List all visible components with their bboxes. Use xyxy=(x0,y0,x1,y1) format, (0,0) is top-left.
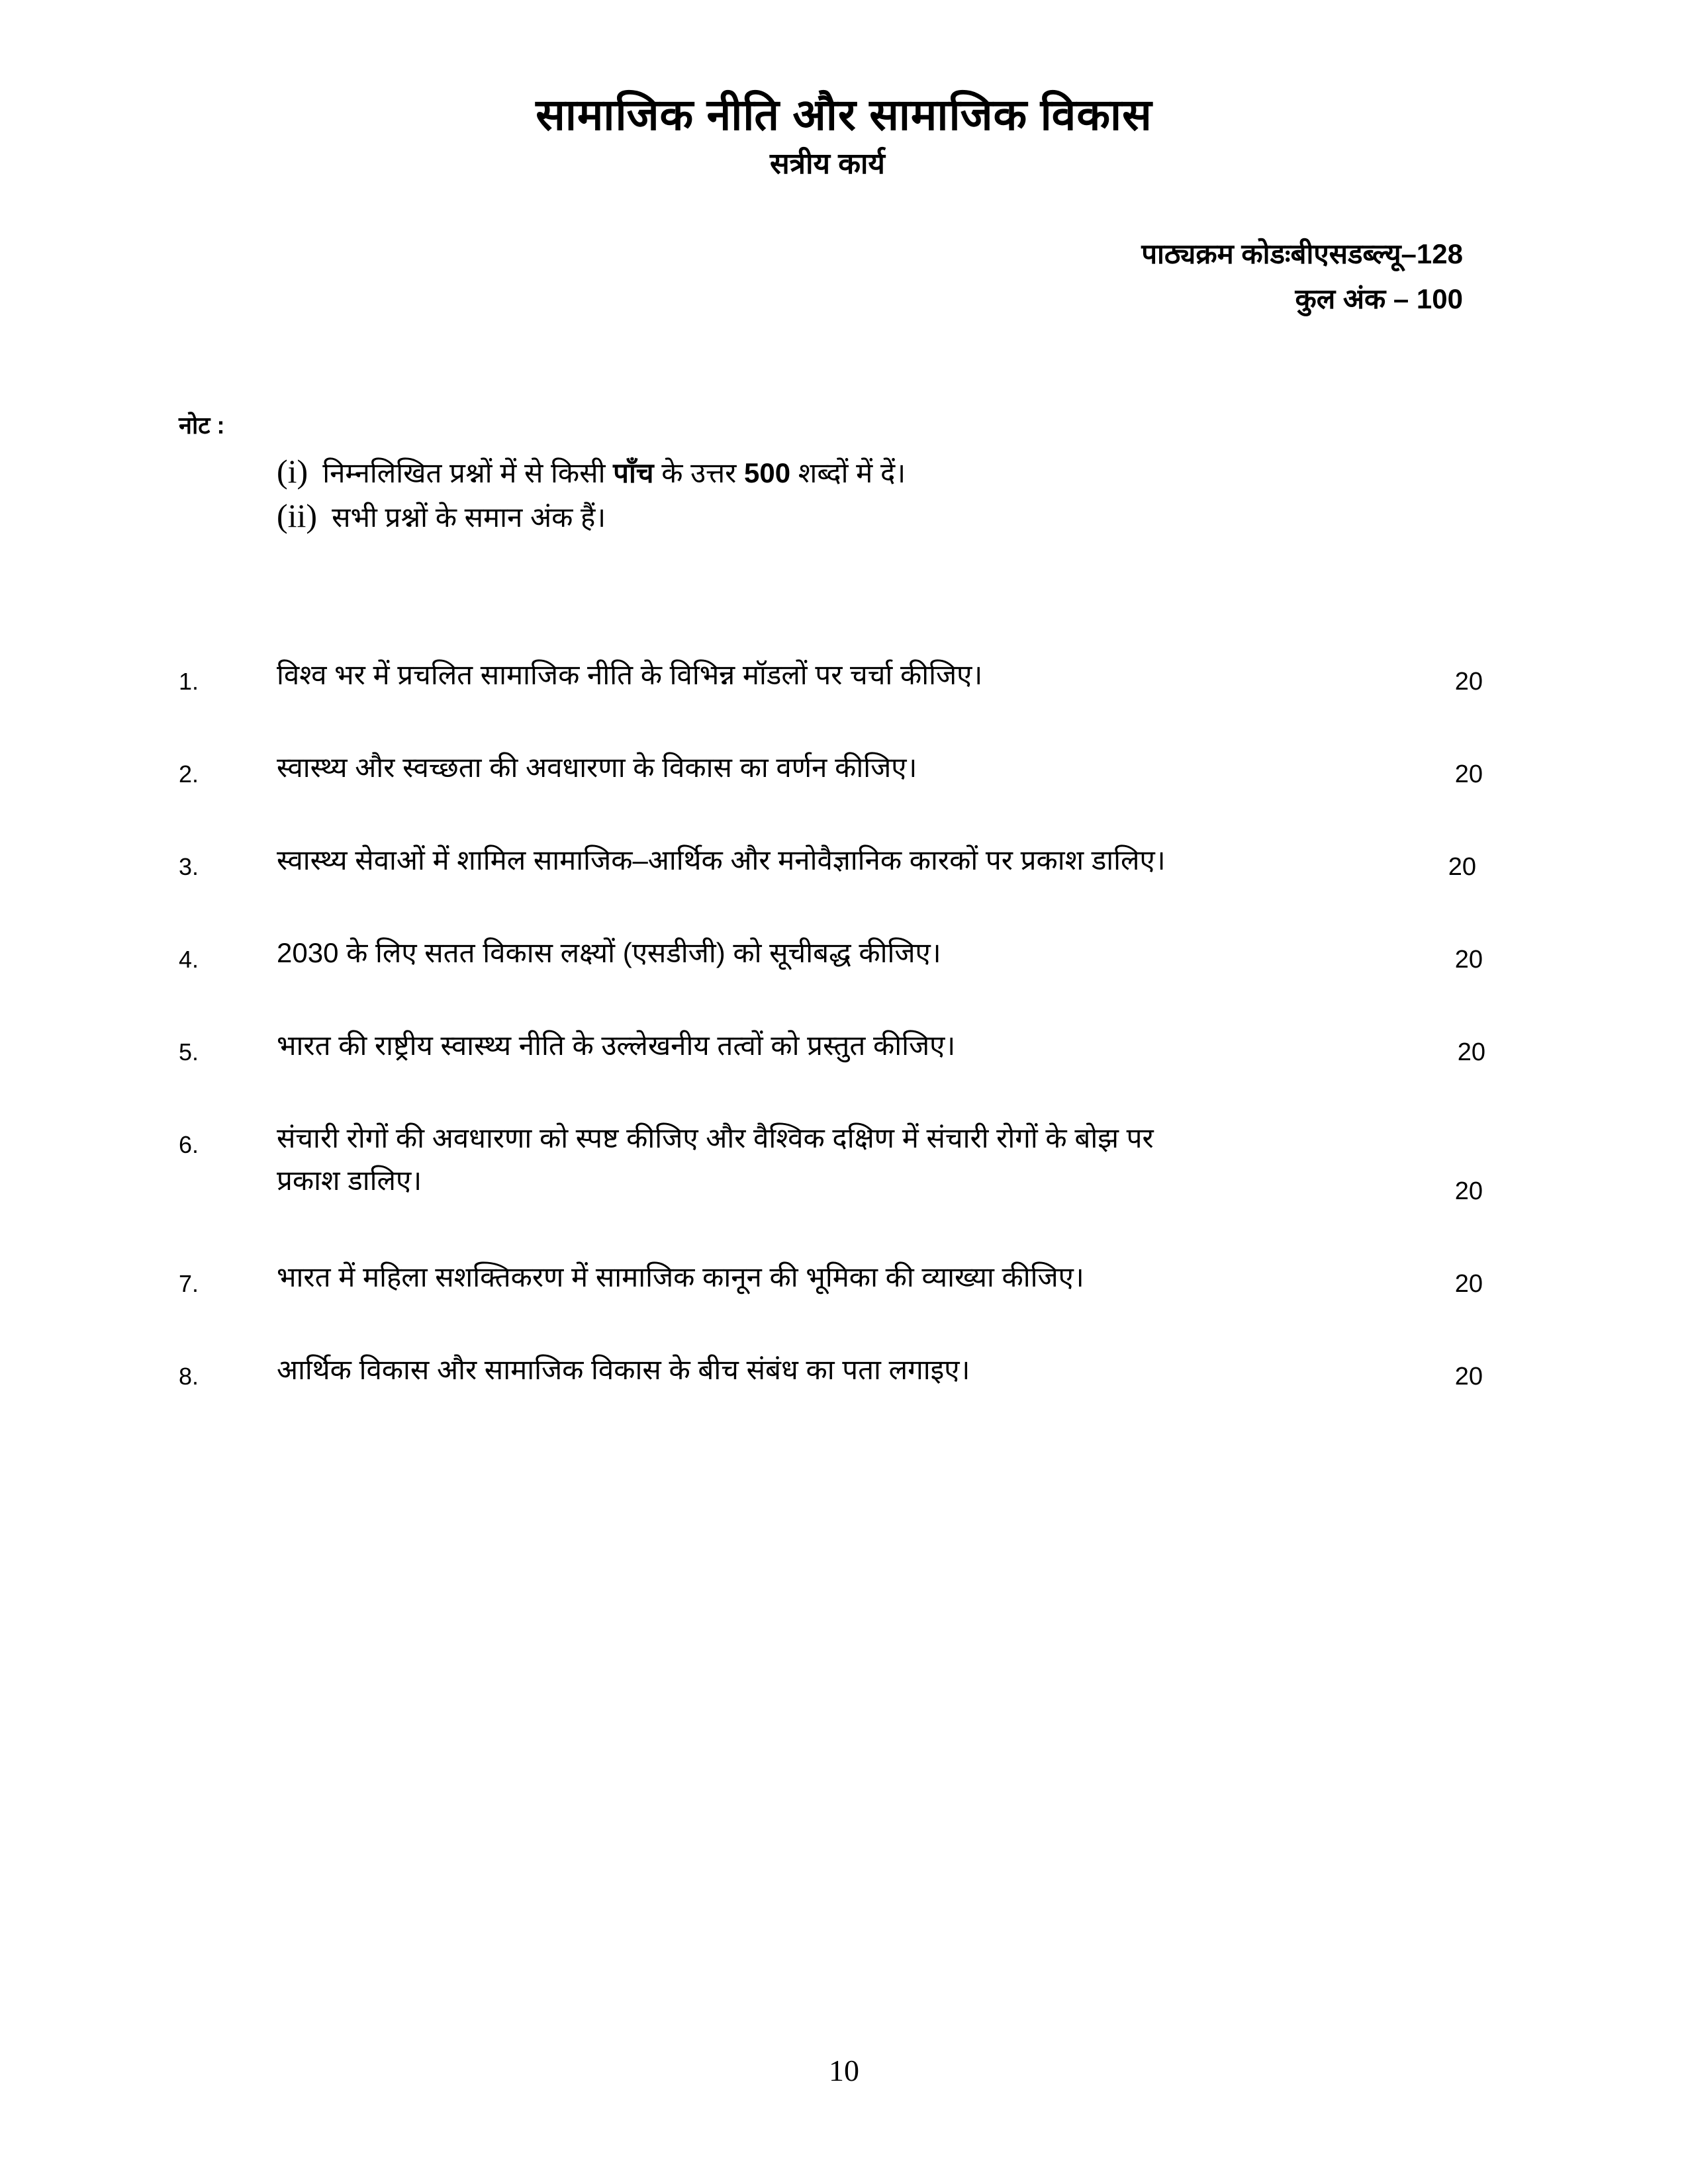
question-text: स्वास्थ्य और स्वच्छता की अवधारणा के विकास का वर्णन कीजिए। xyxy=(277,752,917,783)
note-text: सभी प्रश्नों के समान अंक हैं। xyxy=(332,502,606,533)
question-marks: 20 xyxy=(1454,1270,1483,1298)
question-text xyxy=(277,1117,1442,1202)
note-word-count: 500 xyxy=(744,457,791,488)
note-item xyxy=(277,450,906,494)
question-number: 8. xyxy=(179,1363,199,1390)
note-text: के उत्तर xyxy=(653,457,745,488)
question-text: भारत में महिला सशक्तिकरण में सामाजिक कानून की भूमिका की व्याख्या कीजिए। xyxy=(277,1261,1084,1293)
question-text: भारत की राष्ट्रीय स्वास्थ्य नीति के उल्लेखनीय तत्वों को प्रस्तुत कीजिए। xyxy=(277,1030,956,1061)
question-marks: 20 xyxy=(1454,946,1483,974)
note-label: नोट : xyxy=(179,412,225,439)
total-marks: कुल अंक – 100 xyxy=(1295,283,1463,314)
note-item-number: (i) xyxy=(277,453,308,490)
page-number: 10 xyxy=(829,2054,859,2087)
question-text: 2030 के लिए सतत विकास लक्ष्यों (एसडीजी) को सूचीबद्ध कीजिए। xyxy=(277,937,941,968)
question-number: 6. xyxy=(179,1131,199,1158)
course-code: पाठ्यक्रम कोडःबीएसडब्ल्यू–128 xyxy=(1141,238,1463,269)
question-text: आर्थिक विकास और सामाजिक विकास के बीच संबंध का पता लगाइए। xyxy=(277,1354,970,1385)
question-text: स्वास्थ्य सेवाओं में शामिल सामाजिक–आर्थिक और मनोवैज्ञानिक कारकों पर प्रकाश डालिए। xyxy=(277,844,1166,876)
question-marks: 20 xyxy=(1454,668,1483,696)
note-emphasis: पाँच xyxy=(613,457,654,488)
question-marks: 20 xyxy=(1454,1177,1483,1205)
document-title: सामाजिक नीति और सामाजिक विकास xyxy=(536,90,1152,139)
note-text: शब्दों में दें। xyxy=(790,457,906,488)
question-marks: 20 xyxy=(1448,853,1476,881)
question-number: 4. xyxy=(179,946,199,973)
question-marks: 20 xyxy=(1454,760,1483,788)
question-text-line: संचारी रोगों की अवधारणा को स्पष्ट कीजिए और वैश्विक दक्षिण में संचारी रोगों के बोझ पर xyxy=(277,1122,1154,1154)
question-text-line: प्रकाश डालिए। xyxy=(277,1165,422,1196)
question-marks: 20 xyxy=(1454,1363,1483,1390)
question-number: 3. xyxy=(179,853,199,880)
question-text: विश्व भर में प्रचलित सामाजिक नीति के विभिन्न मॉडलों पर चर्चा कीजिए। xyxy=(277,659,983,690)
course-meta xyxy=(1141,232,1463,322)
question-marks: 20 xyxy=(1457,1038,1485,1066)
document-subtitle: सत्रीय कार्य xyxy=(770,148,885,180)
question-number: 1. xyxy=(179,668,199,695)
question-number: 7. xyxy=(179,1270,199,1297)
note-item-number: (ii) xyxy=(277,497,318,534)
question-number: 2. xyxy=(179,760,199,788)
note-text: निम्नलिखित प्रश्नों में से किसी xyxy=(322,457,614,488)
note-item xyxy=(277,494,906,539)
question-number: 5. xyxy=(179,1038,199,1066)
note-list xyxy=(277,450,906,539)
